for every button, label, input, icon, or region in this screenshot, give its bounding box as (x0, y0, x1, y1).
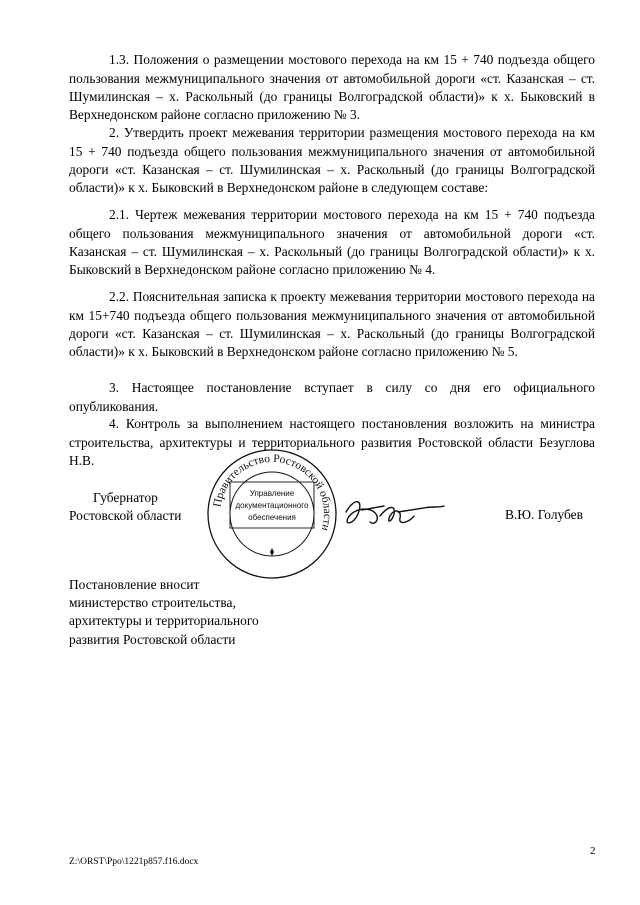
signatory-title-line2: Ростовской области (69, 508, 182, 524)
seal-inner-line3: обеспечения (248, 513, 296, 522)
paragraph-2-2: 2.2. Пояснительная записка к проекту межевания территории мостового перехода на км 15+740 подъезда общего пользования межмуниципального значения от автомобильной дороги «ст. Казанская – ст. Шумилинская – х. Раскольный (до границы Волгоградской области)» к х. Быковский в Верхнедонском районе согласно приложению № 5. (69, 289, 595, 359)
seal-inner-line2: документационного (235, 501, 309, 510)
seal-inner-line1: Управление (249, 489, 295, 498)
submission-note-line1: Постановление вносит (69, 577, 200, 592)
paragraph-3: 3. Настоящее постановление вступает в силу со дня его официального опубликования. (69, 380, 595, 414)
signatory-name: В.Ю. Голубев (505, 507, 583, 522)
paragraph-2: 2. Утвердить проект межевания территории размещения мостового перехода на км 15 + 740 подъезда общего пользования межмуниципального значения от автомобильной дороги «ст. Казанская – ст. Шумилинская – х. Раскольный (до границы Волгоградской области)» к х. Быковский в Верхнедонском районе в следующем составе: (69, 125, 595, 195)
submission-note-line2: министерство строительства, (69, 595, 236, 611)
paragraph-1-3: 1.3. Положения о размещении мостового перехода на км 15 + 740 подъезда общего пользования межмуниципального значения от автомобильной дороги «ст. Казанская – ст. Шумилинская – х. Раскольный (до границы Волгоградской области)» к х. Быковский в Верхнедонском районе согласно приложению № 3. (69, 52, 595, 122)
submission-note-line3: архитектуры и территориального (69, 613, 259, 629)
seal-star-icon (270, 548, 274, 556)
signatory-title-line1: Губернатор (93, 490, 158, 505)
official-seal (206, 448, 338, 580)
paragraph-2-1: 2.1. Чертеж межевания территории мостового перехода на км 15 + 740 подъезда общего пользования межмуниципального значения от автомобильной дороги «ст. Казанская – ст. Шумилинская – х. Раскольный (до границы Волгоградской области)» к х. Быковский в Верхнедонском районе согласно приложению № 4. (69, 207, 595, 277)
paragraph-4: 4. Контроль за выполнением настоящего постановления возложить на министра строительства, архитектуры и территориального развития Ростовской области Безуглова Н.В. (69, 416, 595, 468)
submission-note (69, 576, 259, 649)
page-number: 2 (590, 845, 596, 857)
submission-note-line4: развития Ростовской области (69, 631, 236, 647)
seal-ring-text: Правительство Ростовской области (211, 452, 334, 533)
handwritten-signature (340, 492, 450, 534)
signatory-title (69, 489, 181, 525)
file-path: Z:\ORST\Ppo\1221p857.f16.docx (69, 857, 199, 867)
